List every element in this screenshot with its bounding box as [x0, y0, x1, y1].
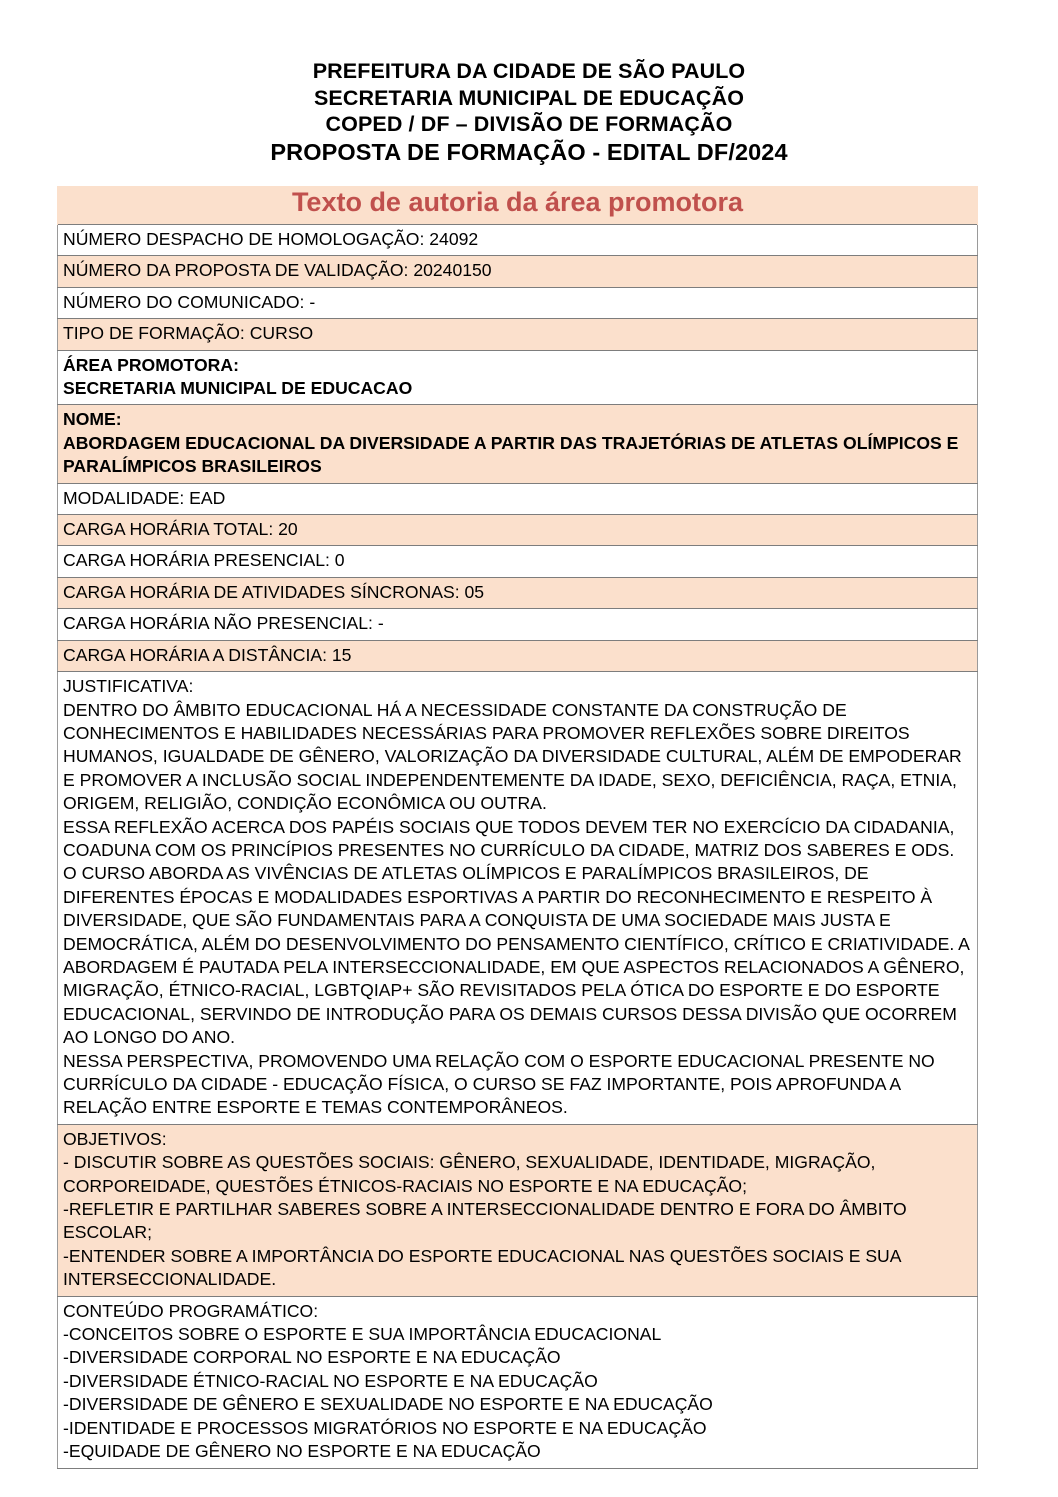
comunicado-cell: NÚMERO DO COMUNICADO: - — [58, 287, 978, 318]
justificativa-paragraph: DENTRO DO ÂMBITO EDUCACIONAL HÁ A NECESSIDADE CONSTANTE DA CONSTRUÇÃO DE CONHECIMENTOS E HABILIDADES NECESSÁRIAS PARA PROMOVER REFLEXÕES SOBRE DIREITOS HUMANOS, IGUALDADE DE GÊNERO, VALORIZAÇÃO DA DIVERSIDADE CULTURAL, ALÉM DE EMPODERAR E PROMOVER A INCLUSÃO SOCIAL INDEPENDENTEMENTE DA IDADE, SEXO, DEFICIÊNCIA, RAÇA, ETNIA, ORIGEM, RELIGIÃO, CONDIÇÃO ECONÔMICA OU OUTRA. — [63, 699, 962, 814]
table-row-carga-distancia — [58, 640, 978, 671]
conteudo-label: CONTEÚDO PROGRAMÁTICO: — [63, 1300, 319, 1321]
table-row-area-promotora — [58, 350, 978, 405]
table-row-modalidade — [58, 483, 978, 514]
table-row-despacho-homologacao — [58, 225, 978, 256]
modalidade-cell: MODALIDADE: EAD — [58, 483, 978, 514]
conteudo-item: -IDENTIDADE E PROCESSOS MIGRATÓRIOS NO ESPORTE E NA EDUCAÇÃO — [63, 1417, 707, 1438]
table-row-conteudo-programatico — [58, 1296, 978, 1468]
conteudo-item: -DIVERSIDADE ÉTNICO-RACIAL NO ESPORTE E NA EDUCAÇÃO — [63, 1370, 598, 1391]
objetivos-label: OBJETIVOS: — [63, 1128, 167, 1149]
carga-nao-presencial-cell: CARGA HORÁRIA NÃO PRESENCIAL: - — [58, 609, 978, 640]
conteudo-item: -CONCEITOS SOBRE O ESPORTE E SUA IMPORTÂNCIA EDUCACIONAL — [63, 1324, 662, 1345]
objetivos-item: - DISCUTIR SOBRE AS QUESTÕES SOCIAIS: GÊNERO, SEXUALIDADE, IDENTIDADE, MIGRAÇÃO, CORPOREIDADE, QUESTÕES ÉTNICOS-RACIAIS NO ESPORTE E NA EDUCAÇÃO; — [63, 1152, 876, 1196]
header-line-coped: COPED / DF – DIVISÃO DE FORMAÇÃO — [325, 112, 733, 136]
subtitle-text: Texto de autoria da área promotora — [291, 187, 744, 217]
table-row-carga-sincronas — [58, 577, 978, 608]
header-line-prefeitura: PREFEITURA DA CIDADE DE SÃO PAULO — [312, 59, 746, 83]
table-row-subtitle — [58, 186, 978, 225]
nome-value: ABORDAGEM EDUCACIONAL DA DIVERSIDADE A PARTIR DAS TRAJETÓRIAS DE ATLETAS OLÍMPICOS E PARALÍMPICOS BRASILEIROS — [63, 432, 959, 477]
header-line-proposta: PROPOSTA DE FORMAÇÃO - EDITAL DF/2024 — [270, 138, 788, 165]
proposta-form-table — [57, 186, 978, 1469]
justificativa-cell — [58, 672, 978, 1125]
document-header — [0, 0, 1058, 167]
objetivos-item: -REFLETIR E PARTILHAR SABERES SOBRE A INTERSECCIONALIDADE DENTRO E FORA DO ÂMBITO ESCOLAR; — [63, 1199, 907, 1243]
table-row-carga-nao-presencial — [58, 609, 978, 640]
table-row-tipo-formacao — [58, 319, 978, 350]
justificativa-paragraph: NESSA PERSPECTIVA, PROMOVENDO UMA RELAÇÃO COM O ESPORTE EDUCACIONAL PRESENTE NO CURRÍCULO DA CIDADE - EDUCAÇÃO FÍSICA, O CURSO SE FAZ IMPORTANTE, POIS APROFUNDA A RELAÇÃO ENTRE ESPORTE E TEMAS CONTEMPORÂNEOS. — [63, 1050, 935, 1118]
conteudo-item: -DIVERSIDADE DE GÊNERO E SEXUALIDADE NO ESPORTE E NA EDUCAÇÃO — [63, 1394, 713, 1415]
table-row-carga-total — [58, 515, 978, 546]
despacho-homologacao-cell: NÚMERO DESPACHO DE HOMOLOGAÇÃO: 24092 — [58, 225, 978, 256]
justificativa-paragraph: O CURSO ABORDA AS VIVÊNCIAS DE ATLETAS OLÍMPICOS E PARALÍMPICOS BRASILEIROS, DE DIFERENTES ÉPOCAS E MODALIDADES ESPORTIVAS A PARTIR DO RECONHECIMENTO E RESPEITO À DIVERSIDADE, QUE SÃO FUNDAMENTAIS PARA A CONQUISTA DE UMA SOCIEDADE MAIS JUSTA E DEMOCRÁTICA, ALÉM DO DESENVOLVIMENTO DO PENSAMENTO CIENTÍFICO, CRÍTICO E CRIATIVIDADE. A ABORDAGEM É PAUTADA PELA INTERSECCIONALIDADE, EM QUE ASPECTOS RELACIONADOS A GÊNERO, MIGRAÇÃO, ÉTNICO-RACIAL, LGBTQIAP+ SÃO REVISITADOS PELA ÓTICA DO ESPORTE E DO ESPORTE EDUCACIONAL, SERVINDO DE INTRODUÇÃO PARA OS DEMAIS CURSOS DESSA DIVISÃO QUE OCORREM AO LONGO DO ANO. — [63, 863, 969, 1048]
subtitle-cell — [58, 186, 978, 225]
nome-label: NOME: — [63, 409, 122, 430]
table-row-justificativa — [58, 672, 978, 1125]
tipo-formacao-cell: TIPO DE FORMAÇÃO: CURSO — [58, 319, 978, 350]
justificativa-label: JUSTIFICATIVA: — [63, 676, 194, 697]
table-row-carga-presencial — [58, 546, 978, 577]
objetivos-cell — [58, 1124, 978, 1296]
table-row-objetivos — [58, 1124, 978, 1296]
area-promotora-cell — [58, 350, 978, 405]
nome-cell — [58, 405, 978, 483]
table-row-nome — [58, 405, 978, 483]
conteudo-item: -DIVERSIDADE CORPORAL NO ESPORTE E NA EDUCAÇÃO — [63, 1347, 561, 1368]
area-promotora-value: SECRETARIA MUNICIPAL DE EDUCACAO — [63, 378, 413, 399]
area-promotora-label: ÁREA PROMOTORA: — [63, 354, 239, 375]
justificativa-paragraph: ESSA REFLEXÃO ACERCA DOS PAPÉIS SOCIAIS QUE TODOS DEVEM TER NO EXERCÍCIO DA CIDADANIA, COADUNA COM OS PRINCÍPIOS PRESENTES NO CURRÍCULO DA CIDADE, MATRIZ DOS SABERES E ODS. — [63, 816, 955, 860]
carga-distancia-cell: CARGA HORÁRIA A DISTÂNCIA: 15 — [58, 640, 978, 671]
objetivos-item: -ENTENDER SOBRE A IMPORTÂNCIA DO ESPORTE EDUCACIONAL NAS QUESTÕES SOCIAIS E SUA INTERSECCIONALIDADE. — [63, 1245, 901, 1290]
conteudo-programatico-cell — [58, 1296, 978, 1468]
table-row-comunicado — [58, 287, 978, 318]
header-line-secretaria: SECRETARIA MUNICIPAL DE EDUCAÇÃO — [313, 85, 745, 110]
carga-sincronas-cell: CARGA HORÁRIA DE ATIVIDADES SÍNCRONAS: 05 — [58, 577, 978, 608]
conteudo-item: -EQUIDADE DE GÊNERO NO ESPORTE E NA EDUCAÇÃO — [63, 1441, 541, 1462]
carga-presencial-cell: CARGA HORÁRIA PRESENCIAL: 0 — [58, 546, 978, 577]
table-row-proposta-validacao — [58, 256, 978, 287]
carga-total-cell: CARGA HORÁRIA TOTAL: 20 — [58, 515, 978, 546]
proposta-validacao-cell: NÚMERO DA PROPOSTA DE VALIDAÇÃO: 20240150 — [58, 256, 978, 287]
